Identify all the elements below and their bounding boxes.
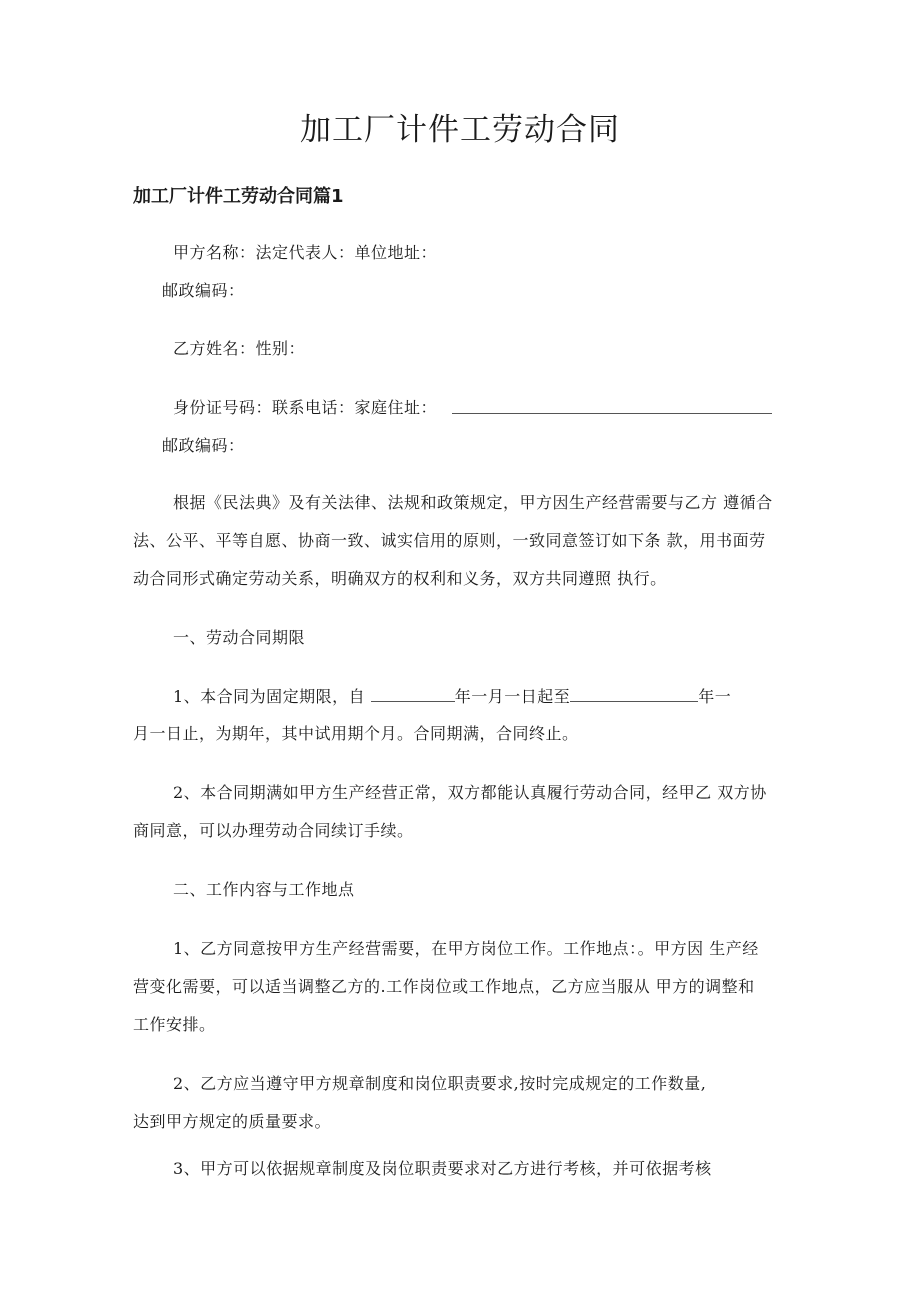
section-2-item-1-line-1: 1、乙方同意按甲方生产经营需要，在甲方岗位工作。工作地点：。甲方因 生产经	[173, 939, 759, 958]
section-2-item-2-line-2: 达到甲方规定的质量要求。	[133, 1112, 332, 1131]
preamble-line-3: 动合同形式确定劳动关系，明确双方的权利和义务，双方共同遵照 执行。	[133, 569, 667, 588]
address-blank-line	[452, 413, 772, 414]
section-2-item-3-line-1: 3、甲方可以依据规章制度及岗位职责要求对乙方进行考核，并可依据考核	[173, 1159, 712, 1178]
party-a-info-line: 甲方名称：法定代表人：单位地址：	[173, 243, 438, 262]
section-1-item-2-line-1: 2、本合同期满如甲方生产经营正常，双方都能认真履行劳动合同，经甲乙 双方协	[173, 783, 767, 802]
party-b-postcode-line: 邮政编码：	[162, 436, 245, 455]
section-2-item-1-line-2: 营变化需要，可以适当调整乙方的.工作岗位或工作地点，乙方应当服从 甲方的调整和	[133, 977, 755, 996]
party-a-postcode-line: 邮政编码：	[162, 281, 245, 300]
section-2-item-2-line-1: 2、乙方应当遵守甲方规章制度和岗位职责要求,按时完成规定的工作数量,	[173, 1074, 707, 1093]
preamble-line-1: 根据《民法典》及有关法律、法规和政策规定，甲方因生产经营需要与乙方 遵循合	[173, 493, 773, 512]
item-1-end-text: 年一	[698, 687, 732, 706]
end-year-blank	[570, 683, 698, 702]
party-b-name-line: 乙方姓名：性别：	[173, 339, 306, 358]
preamble-line-2: 法、公平、平等自愿、协商一致、诚实信用的原则，一致同意签订如下条 款，用书面劳	[133, 531, 766, 550]
document-subtitle: 加工厂计件工劳动合同篇1	[133, 186, 344, 207]
section-1-item-1-line-2: 月一日止，为期年，其中试用期个月。合同期满，合同终止。	[133, 724, 579, 743]
section-1-item-1-line-1	[173, 683, 731, 710]
item-1-start-text: 1、本合同为固定期限，自	[173, 687, 366, 706]
party-b-id-line: 身份证号码：联系电话：家庭住址：	[173, 398, 438, 417]
section-1-item-2-line-2: 商同意，可以办理劳动合同续订手续。	[133, 821, 414, 840]
start-year-blank	[371, 683, 455, 702]
section-2-item-1-line-3: 工作安排。	[133, 1015, 216, 1034]
section-2-heading: 二、工作内容与工作地点	[173, 880, 355, 899]
section-1-heading: 一、劳动合同期限	[173, 628, 306, 647]
document-title: 加工厂计件工劳动合同	[300, 112, 620, 148]
item-1-middle-text: 年一月一日起至	[454, 687, 571, 706]
